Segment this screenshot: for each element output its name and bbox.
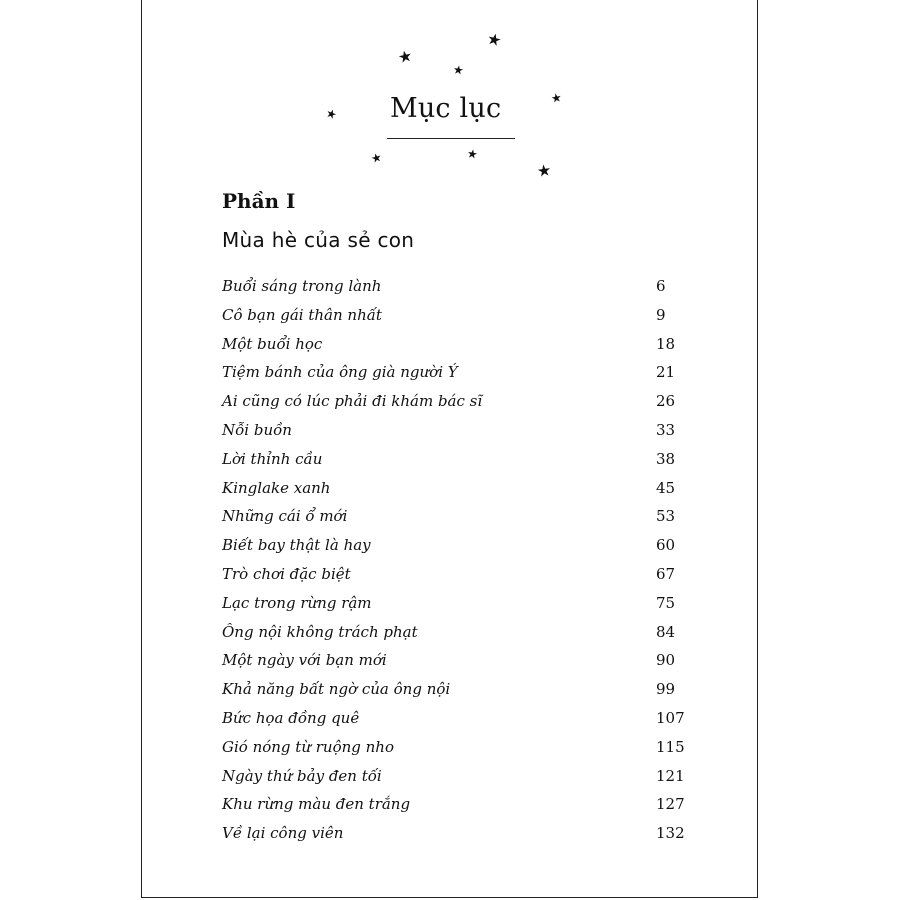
toc-entry-title: Bức họa đồng quê (222, 708, 360, 727)
toc-entry-page: 84 (656, 622, 676, 641)
toc-entry-page: 9 (656, 305, 666, 324)
toc-entry[interactable] (222, 504, 682, 533)
toc-entry[interactable] (222, 389, 682, 418)
toc-entry-page: 53 (656, 507, 676, 526)
toc-entry-page: 6 (656, 277, 666, 295)
table-of-contents (222, 274, 685, 850)
toc-entry-page: 121 (656, 766, 685, 785)
page-title: Mục lục (390, 93, 502, 124)
toc-entry-title: Lời thỉnh cầu (222, 449, 323, 468)
star-icon: ★ (323, 105, 339, 123)
toc-entry-title: Những cái ổ mới (222, 507, 348, 526)
toc-entry-title: Khu rừng màu đen trắng (222, 795, 411, 814)
toc-entry-title: Nỗi buồn (222, 420, 292, 439)
toc-entry-page: 38 (656, 449, 676, 468)
toc-entry-page: 21 (656, 363, 676, 382)
star-icon: ★ (396, 45, 415, 68)
toc-entry-title: Ông nội không trách phạt (222, 622, 418, 641)
toc-entry[interactable] (222, 764, 685, 793)
toc-entry[interactable] (222, 418, 682, 447)
toc-entry[interactable] (222, 274, 682, 303)
star-icon: ★ (485, 28, 504, 51)
star-icon: ★ (452, 62, 465, 78)
toc-entry-title: Ngày thứ bảy đen tối (222, 766, 382, 785)
toc-entry-title: Về lại công viên (222, 824, 344, 843)
toc-entry-page: 90 (656, 651, 676, 670)
toc-entry-page: 107 (656, 708, 685, 727)
part-subtitle: Mùa hè của sẻ con (222, 228, 415, 252)
toc-entry[interactable] (222, 533, 682, 562)
title-underline (387, 138, 515, 139)
star-icon: ★ (465, 146, 479, 162)
toc-entry[interactable] (222, 821, 685, 850)
toc-entry[interactable] (222, 591, 682, 620)
toc-entry[interactable] (222, 303, 682, 332)
toc-entry[interactable] (222, 706, 685, 735)
toc-entry-page: 60 (656, 536, 676, 555)
toc-entry-title: Khả năng bất ngờ của ông nội (222, 680, 451, 699)
toc-entry[interactable] (222, 332, 682, 361)
toc-entry[interactable] (222, 735, 685, 764)
toc-entry-title: Ai cũng có lúc phải đi khám bác sĩ (222, 392, 483, 411)
star-icon: ★ (549, 90, 563, 106)
toc-entry-title: Kinglake xanh (222, 478, 331, 497)
toc-entry[interactable] (222, 562, 682, 591)
part-heading: Phần I (222, 189, 296, 213)
toc-entry-page: 115 (656, 737, 685, 756)
toc-entry-title: Tiệm bánh của ông già người Ý (222, 363, 458, 382)
toc-entry-title: Cô bạn gái thân nhất (222, 305, 382, 324)
toc-entry-page: 99 (656, 680, 676, 699)
toc-entry-title: Trò chơi đặc biệt (222, 564, 351, 583)
toc-entry[interactable] (222, 648, 682, 677)
toc-entry-page: 67 (656, 564, 676, 583)
toc-entry-title: Buổi sáng trong lành (222, 277, 382, 295)
toc-entry-title: Lạc trong rừng rậm (222, 593, 372, 612)
toc-entry-page: 127 (656, 795, 685, 814)
toc-entry-page: 45 (656, 478, 676, 497)
toc-entry-title: Một ngày với bạn mới (222, 651, 387, 670)
toc-entry-title: Gió nóng từ ruộng nho (222, 737, 395, 756)
star-icon: ★ (369, 149, 384, 167)
toc-entry-page: 75 (656, 593, 676, 612)
toc-entry-title: Một buổi học (222, 334, 323, 353)
star-icon: ★ (535, 160, 553, 181)
toc-entry-page: 33 (656, 420, 676, 439)
toc-entry-page: 132 (656, 824, 685, 843)
toc-entry[interactable] (222, 792, 685, 821)
toc-entry[interactable] (222, 447, 682, 476)
toc-entry-page: 18 (656, 334, 676, 353)
toc-entry[interactable] (222, 360, 682, 389)
toc-entry-title: Biết bay thật là hay (222, 536, 371, 555)
toc-entry[interactable] (222, 677, 682, 706)
toc-entry[interactable] (222, 620, 682, 649)
toc-entry-page: 26 (656, 392, 676, 411)
toc-entry[interactable] (222, 476, 682, 505)
